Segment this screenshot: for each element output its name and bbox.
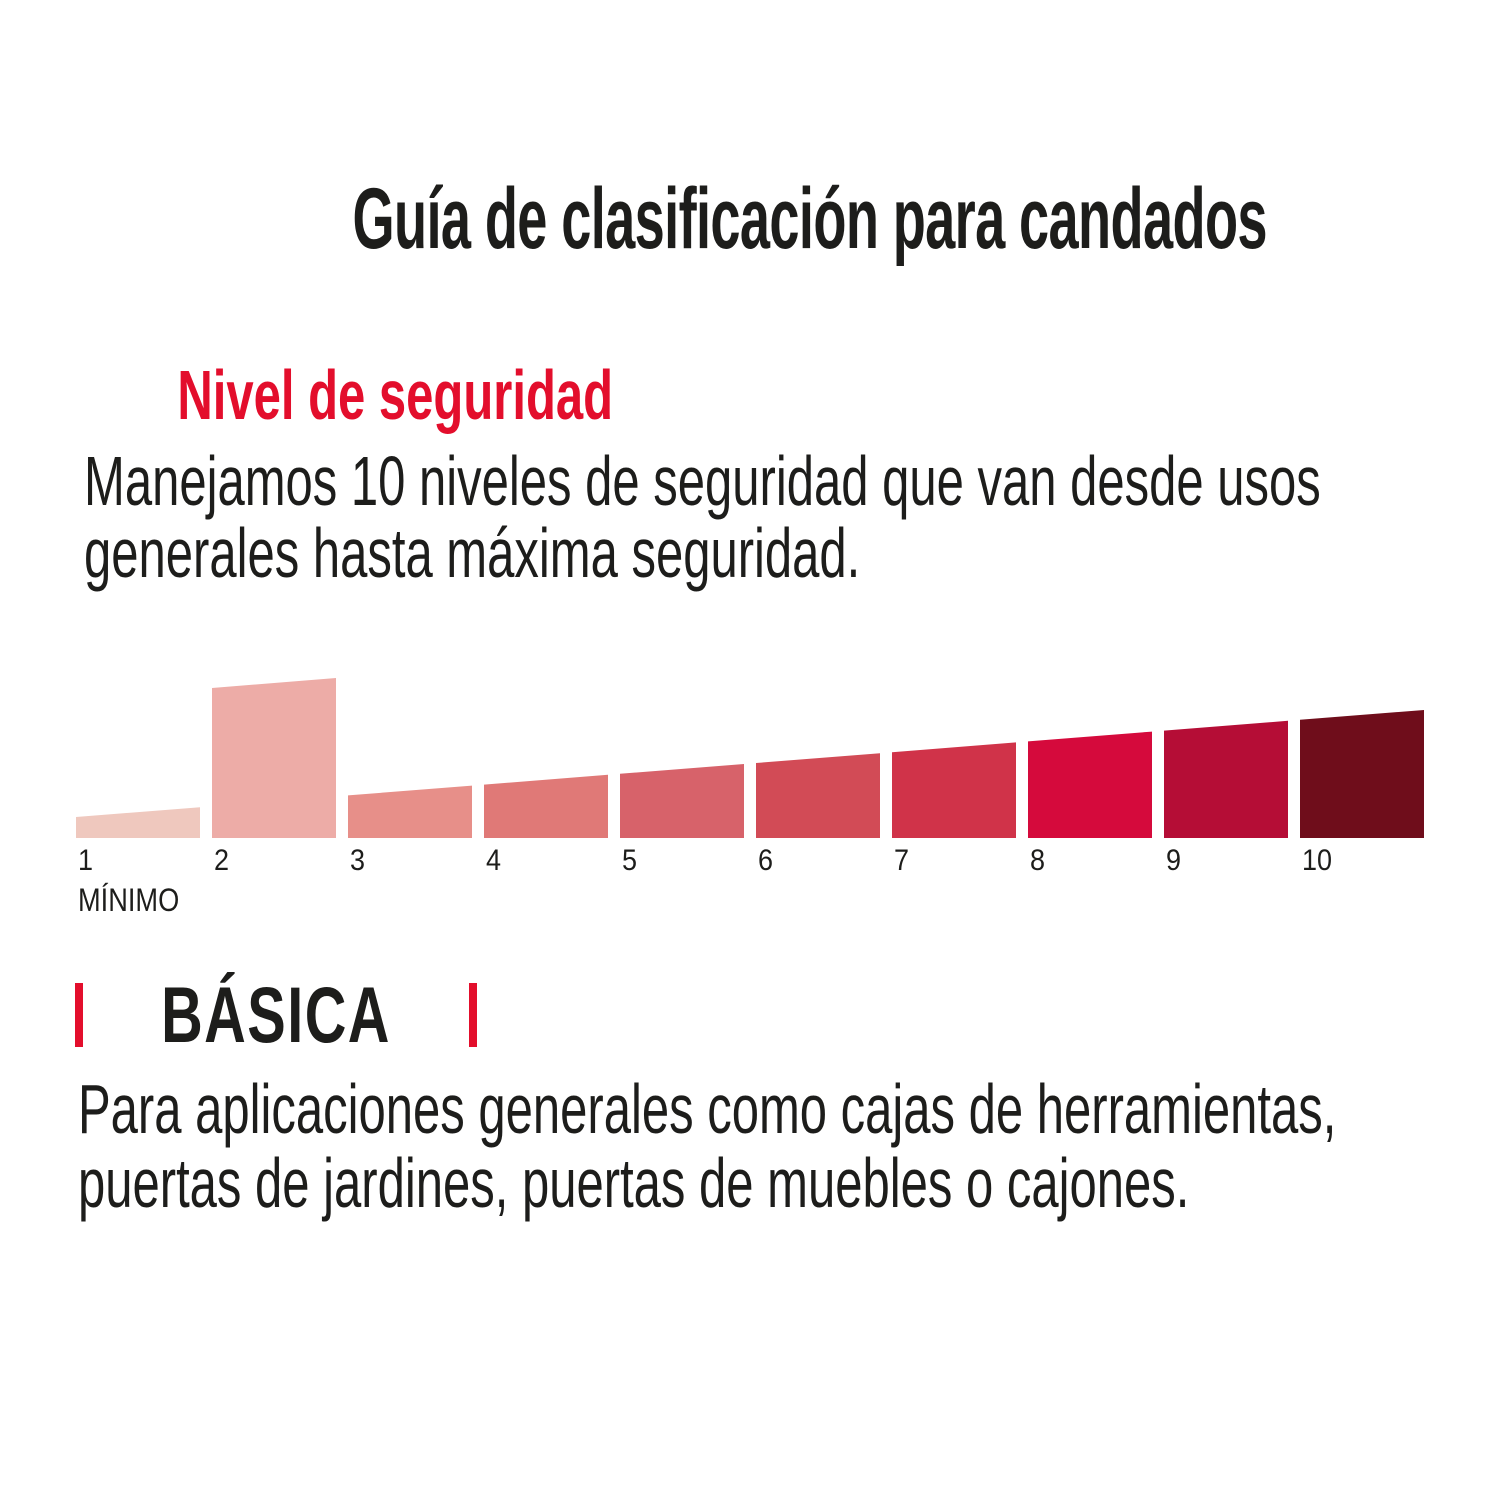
security-level-description: Manejamos 10 niveles de seguridad que van desde usos generales hasta máxima seguridad. <box>84 442 1321 592</box>
chart-level-label-2: 2 <box>214 844 230 877</box>
level-bar-1 <box>76 807 200 838</box>
chart-level-label-4: 4 <box>486 844 502 877</box>
level-bar-9 <box>1164 721 1288 838</box>
rating-description: Para aplicaciones generales como cajas de herramientas, puertas de jardines, puertas de muebles o cajones. <box>78 1070 1337 1222</box>
chart-level-label-8: 8 <box>1030 844 1046 877</box>
level-bar-3 <box>348 786 472 838</box>
level-bar-2 <box>212 678 336 838</box>
rating-row <box>75 970 477 1059</box>
minimum-label: MÍNIMO <box>78 882 180 918</box>
level-bar-6 <box>756 753 880 838</box>
chart-level-label-1: 1 <box>78 844 94 877</box>
level-bar-5 <box>620 764 744 838</box>
security-level-chart-bars <box>76 670 1424 840</box>
security-level-heading: Nivel de seguridad <box>177 356 614 434</box>
page-title: Guía de clasificación para candados <box>352 171 1267 267</box>
chart-level-label-5: 5 <box>622 844 638 877</box>
chart-level-label-7: 7 <box>894 844 910 877</box>
chart-level-label-3: 3 <box>350 844 366 877</box>
chart-level-label-6: 6 <box>758 844 774 877</box>
security-level-chart <box>76 670 1424 960</box>
rating-right-tick-icon <box>469 983 477 1047</box>
level-bar-10 <box>1300 710 1424 838</box>
chart-level-label-10: 10 <box>1302 844 1333 877</box>
level-bar-7 <box>892 742 1016 838</box>
level-bar-4 <box>484 775 608 838</box>
rating-label: BÁSICA <box>161 970 391 1059</box>
rating-left-tick-icon <box>75 983 83 1047</box>
level-bar-8 <box>1028 732 1152 838</box>
chart-level-label-9: 9 <box>1166 844 1182 877</box>
